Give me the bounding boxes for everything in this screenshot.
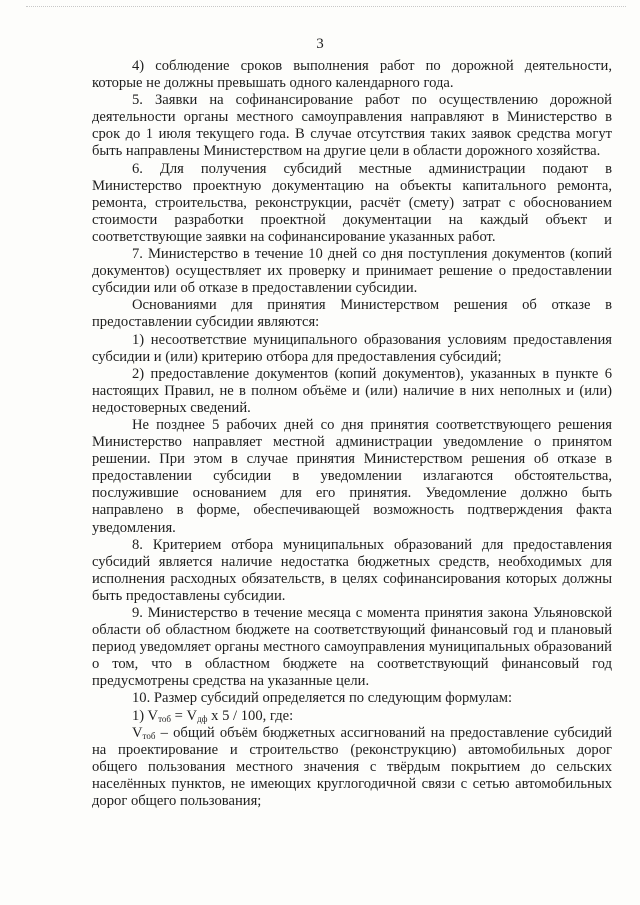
paragraph-ground-2: 2) предоставление документов (копий документов), указанных в пункте 6 настоящих Правил, не в полном объёме и (или) наличие в них неполных и (или) недостоверных сведений. <box>92 365 612 416</box>
scan-edge-dots <box>26 6 626 8</box>
formula-sub-tob: тоб <box>158 713 171 724</box>
paragraph-5: 5. Заявки на софинансирование работ по осуществлению дорожной деятельности органы местного самоуправления направляют в Министерство в срок до 1 июля текущего года. В случае отсутствия таких заявок средства могут быть направлены Министерством на другие цели в области дорожного хозяйства. <box>92 92 612 160</box>
formula-prefix: 1) V <box>132 707 159 724</box>
page-number: 3 <box>316 36 324 52</box>
definition-symbol: V <box>132 724 143 741</box>
paragraph-6: 6. Для получения субсидий местные администрации подают в Министерство проектную документацию на объекты капитального ремонта, ремонта, строительства, реконструкции, расчёт (смету) затрат с обоснованием стоимости разработки проектной документации на каждый объект и соответствующие заявки на софинансирование указанных работ. <box>92 160 612 245</box>
paragraph-10: 10. Размер субсидий определяется по следующим формулам: <box>132 690 513 707</box>
definition-vtob <box>92 725 612 810</box>
paragraph-8: 8. Критерием отбора муниципальных образований для предоставления субсидий является наличие недостатка бюджетных средств, необходимых для исполнения расходных обязательств, в целях софинансирования которых должны быть предоставлены субсидии. <box>92 536 612 604</box>
formula-eq: = V <box>171 707 198 724</box>
paragraph-notification: Не позднее 5 рабочих дней со дня принятия соответствующего решения Министерство направляет местной администрации уведомление о принятом решении. При этом в случае принятия Министерством решения об отказе в предоставлении субсидии в уведомлении излагаются обстоятельства, послужившие основанием для его принятия. Уведомление должно быть направлено в форме, обеспечивающей возможность подтверждения факта уведомления. <box>92 416 612 536</box>
definition-text: – общий объём бюджетных ассигнований на предоставление субсидий на проектирование и строительство (реконструкцию) автомобильных дорог общего пользования местного значения с твёрдым покрытием до сельских населённых пунктов, не имеющих круглогодичной связи с сетью автомобильных дорог общего пользования; <box>92 724 612 810</box>
formula-sub-df: дф <box>197 713 208 724</box>
paragraph-9: 9. Министерство в течение месяца с момента принятия закона Ульяновской области об областном бюджете на соответствующий финансовый год и плановый период уведомляет органы местного самоуправления муниципальных образований о том, что в областном бюджете на соответствующий финансовый год предусмотрены средства на указанные цели. <box>92 605 612 690</box>
formula-rest: х 5 / 100, где: <box>207 707 294 724</box>
paragraph-7: 7. Министерство в течение 10 дней со дня поступления документов (копий документов) осуществляет их проверку и принимает решение о предоставлении субсидии или об отказе в предоставлении субсидии. <box>92 246 612 297</box>
paragraph-ground-1: 1) несоответствие муниципального образования условиям предоставления субсидии и (или) критерию отбора для предоставления субсидий; <box>92 331 612 365</box>
paragraph-refusal-grounds: Основаниями для принятия Министерством решения об отказе в предоставлении субсидии являются: <box>92 297 612 331</box>
paragraph-item-4: 4) соблюдение сроков выполнения работ по дорожной деятельности, которые не должны превышать одного календарного года. <box>92 58 612 92</box>
definition-sub: тоб <box>142 730 156 741</box>
document-body <box>92 58 612 810</box>
formula-1 <box>92 708 612 725</box>
